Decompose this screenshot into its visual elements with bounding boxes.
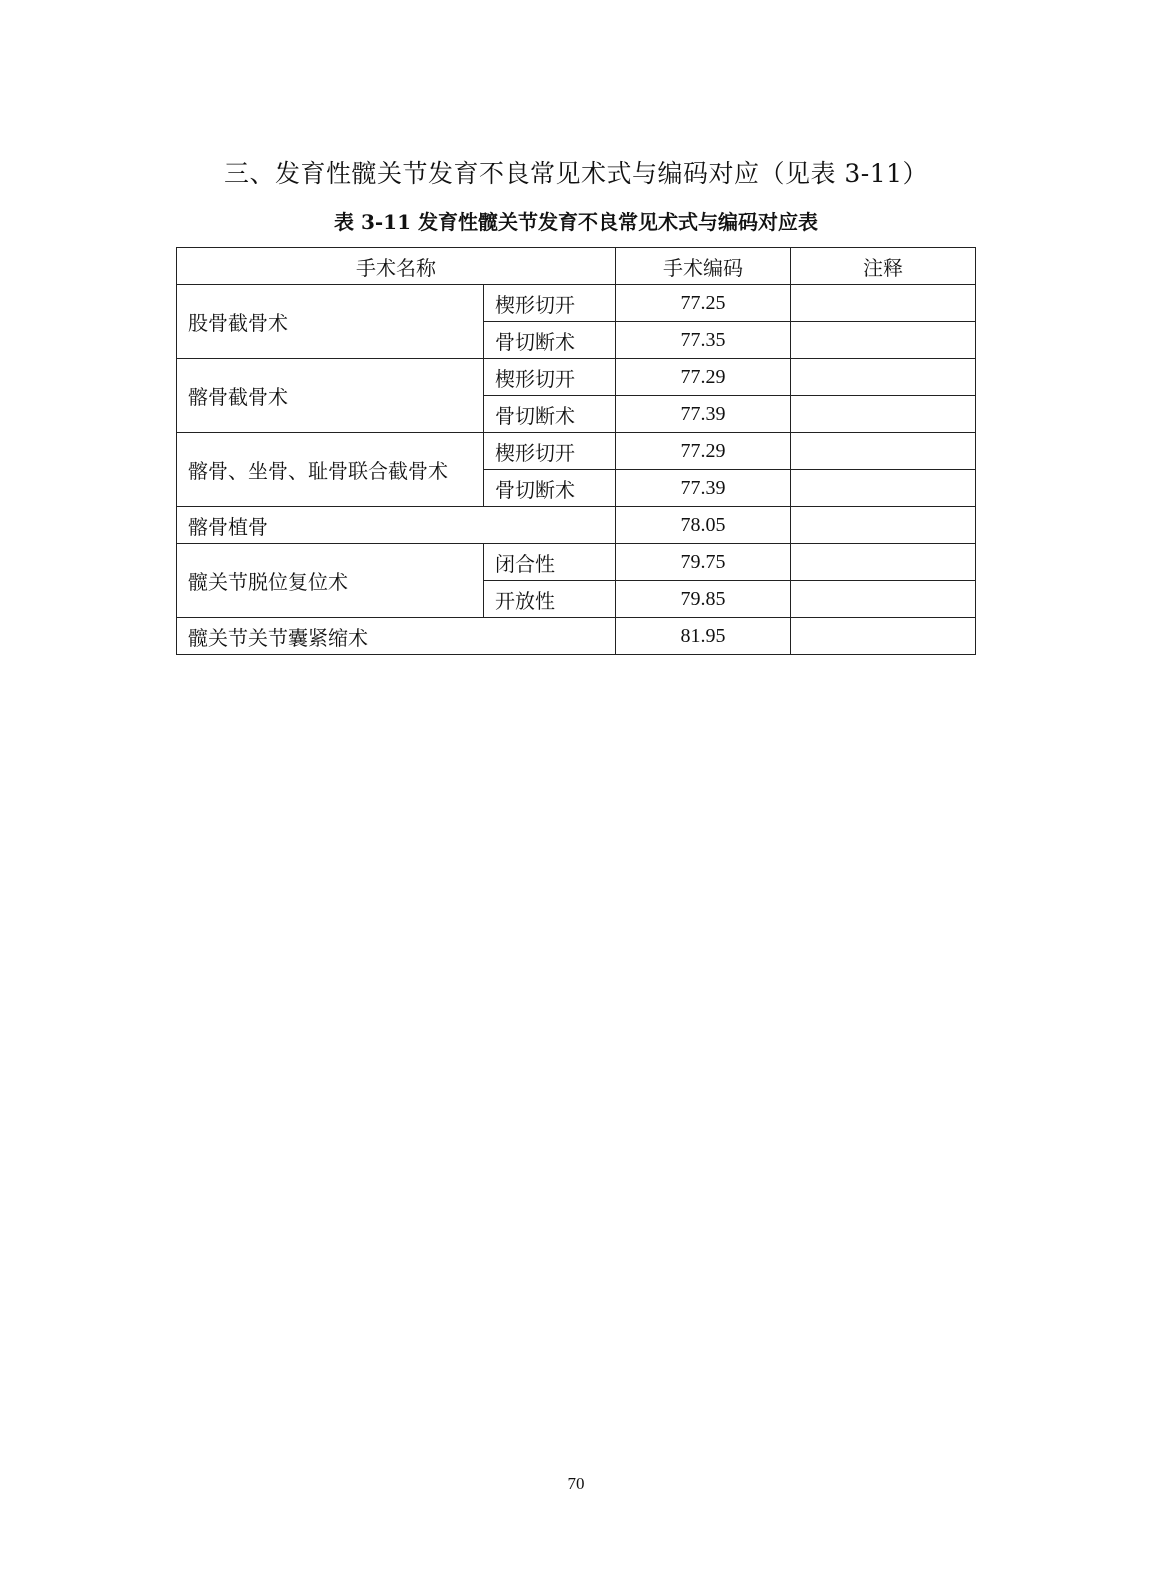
surgery-code-cell: 78.05	[616, 507, 791, 544]
surgery-code-cell: 77.39	[616, 396, 791, 433]
table-row	[177, 544, 976, 581]
note-cell	[791, 359, 976, 396]
surgery-subtype-cell: 开放性	[484, 581, 616, 618]
surgery-subtype-cell: 楔形切开	[484, 285, 616, 322]
note-cell	[791, 581, 976, 618]
surgery-code-cell: 79.75	[616, 544, 791, 581]
header-surgery-name: 手术名称	[177, 248, 616, 285]
surgery-subtype-cell: 闭合性	[484, 544, 616, 581]
surgery-name-cell: 髋关节脱位复位术	[177, 544, 484, 618]
table-row	[177, 359, 976, 396]
table-row	[177, 618, 976, 655]
surgery-code-cell: 77.29	[616, 433, 791, 470]
surgery-name-cell: 股骨截骨术	[177, 285, 484, 359]
note-cell	[791, 470, 976, 507]
surgery-subtype-cell: 楔形切开	[484, 359, 616, 396]
surgery-code-cell: 77.35	[616, 322, 791, 359]
surgery-subtype-cell: 骨切断术	[484, 470, 616, 507]
note-cell	[791, 396, 976, 433]
surgery-name-cell: 髂骨植骨	[177, 507, 616, 544]
table-row	[177, 433, 976, 470]
surgery-code-cell: 77.39	[616, 470, 791, 507]
note-cell	[791, 285, 976, 322]
header-note: 注释	[791, 248, 976, 285]
surgery-subtype-cell: 骨切断术	[484, 322, 616, 359]
table-row	[177, 507, 976, 544]
surgery-code-cell: 77.29	[616, 359, 791, 396]
page-number: 70	[567, 1474, 585, 1493]
note-cell	[791, 322, 976, 359]
surgery-code-cell: 81.95	[616, 618, 791, 655]
table-header-row	[177, 248, 976, 285]
surgery-code-cell: 77.25	[616, 285, 791, 322]
table-row	[177, 285, 976, 322]
surgery-name-cell: 髂骨截骨术	[177, 359, 484, 433]
surgery-subtype-cell: 骨切断术	[484, 396, 616, 433]
header-surgery-code: 手术编码	[616, 248, 791, 285]
surgery-code-table	[176, 247, 976, 655]
surgery-name-cell: 髂骨、坐骨、耻骨联合截骨术	[177, 433, 484, 507]
section-heading: 三、发育性髋关节发育不良常见术式与编码对应（见表 3-11）	[223, 159, 929, 188]
note-cell	[791, 507, 976, 544]
note-cell	[791, 544, 976, 581]
surgery-name-cell: 髋关节关节囊紧缩术	[177, 618, 616, 655]
table-caption: 表 3-11 发育性髋关节发育不良常见术式与编码对应表	[334, 210, 818, 234]
surgery-code-cell: 79.85	[616, 581, 791, 618]
note-cell	[791, 618, 976, 655]
surgery-subtype-cell: 楔形切开	[484, 433, 616, 470]
note-cell	[791, 433, 976, 470]
